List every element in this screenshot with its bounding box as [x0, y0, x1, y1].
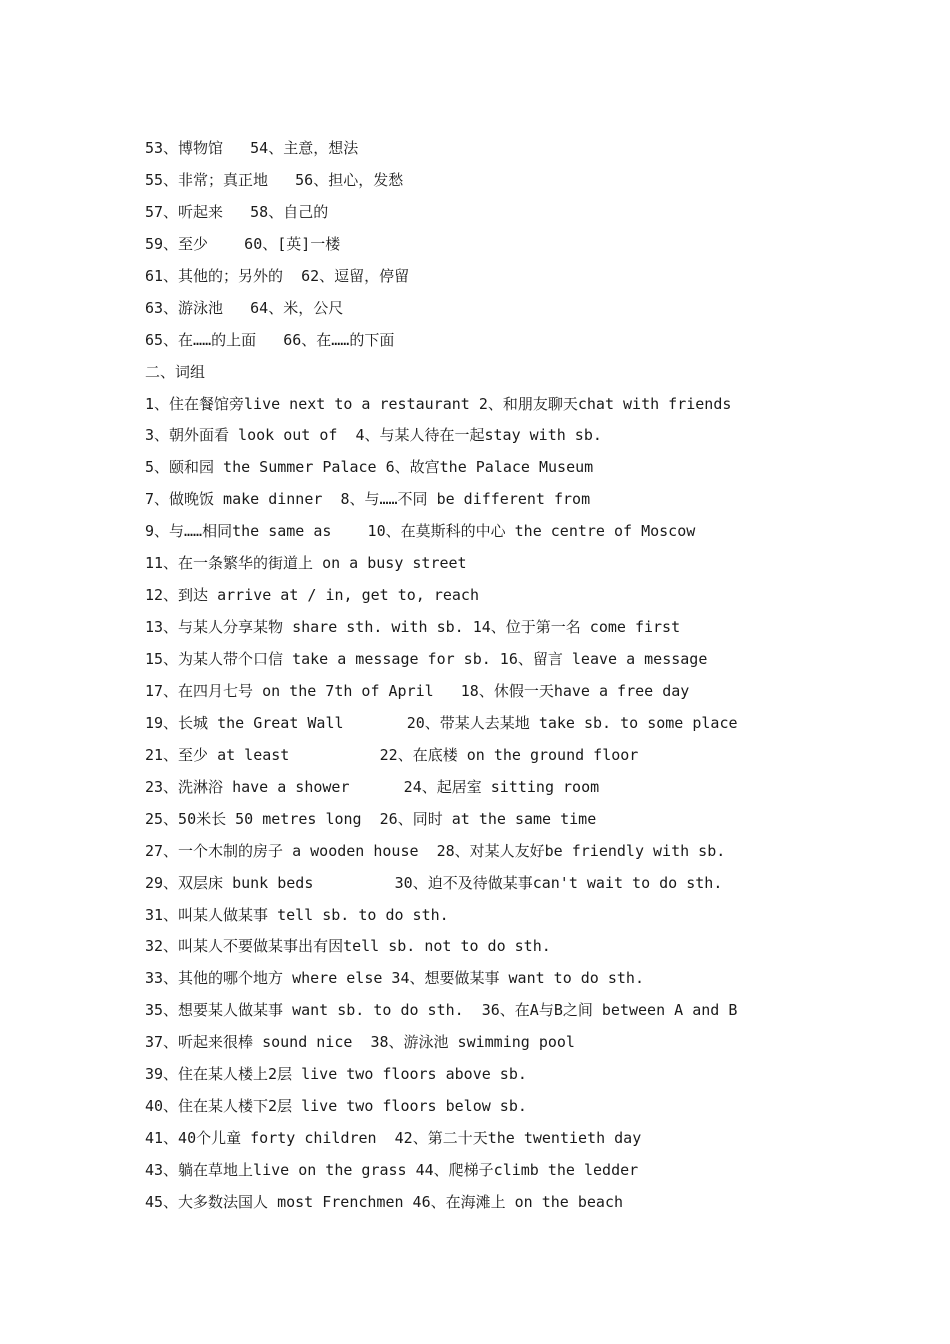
text-line: 23、洗淋浴 have a shower 24、起居室 sitting room — [145, 777, 600, 796]
text-line: 5、颐和园 the Summer Palace 6、故宫the Palace Museum — [145, 458, 594, 477]
text-line: 39、住在某人楼上2层 live two floors above sb. — [145, 1065, 527, 1084]
text-line: 7、做晚饭 make dinner 8、与……不同 be different from — [145, 490, 591, 509]
text-line: 27、一个木制的房子 a wooden house 28、对某人友好be friendly with sb. — [145, 841, 726, 860]
text-line: 63、游泳池 64、米，公尺 — [145, 298, 344, 317]
text-line: 17、在四月七号 on the 7th of April 18、休假一天have a free day — [145, 681, 690, 700]
text-line: 11、在一条繁华的街道上 on a busy street — [145, 554, 467, 573]
text-line: 65、在……的上面 66、在……的下面 — [145, 330, 395, 349]
text-line: 12、到达 arrive at / in, get to, reach — [145, 586, 479, 605]
text-line: 33、其他的哪个地方 where else 34、想要做某事 want to do sth. — [145, 969, 644, 988]
text-line: 43、躺在草地上live on the grass 44、爬梯子climb the ledder — [145, 1161, 639, 1179]
text-line: 40、住在某人楼下2层 live two floors below sb. — [145, 1097, 527, 1116]
document-page — [145, 136, 845, 1222]
text-line: 32、叫某人不要做某事出有因tell sb. not to do sth. — [145, 937, 551, 956]
text-line: 61、其他的；另外的 62、逗留，停留 — [145, 266, 410, 285]
text-line: 29、双层床 bunk beds 30、迫不及待做某事can't wait to do sth. — [145, 873, 723, 892]
text-line: 3、朝外面看 look out of 4、与某人待在一起stay with sb. — [145, 426, 602, 445]
text-line: 35、想要某人做某事 want sb. to do sth. 36、在A与B之间 between A and B — [145, 1001, 738, 1020]
text-line: 15、为某人带个口信 take a message for sb. 16、留言 leave a message — [145, 650, 708, 668]
text-line: 31、叫某人做某事 tell sb. to do sth. — [145, 905, 449, 924]
section-heading: 二、词组 — [145, 362, 206, 381]
text-line: 9、与……相同the same as 10、在莫斯科的中心 the centre of Moscow — [145, 522, 696, 541]
text-line: 57、听起来 58、自己的 — [145, 202, 329, 221]
text-line: 19、长城 the Great Wall 20、带某人去某地 take sb. to some place — [145, 713, 738, 732]
text-line: 37、听起来很棒 sound nice 38、游泳池 swimming pool — [145, 1033, 575, 1052]
text-line: 41、40个儿童 forty children 42、第二十天the twentieth day — [145, 1129, 642, 1148]
text-line: 53、博物馆 54、主意，想法 — [145, 139, 359, 157]
text-line: 55、非常；真正地 56、担心，发愁 — [145, 170, 404, 189]
text-line: 21、至少 at least 22、在底楼 on the ground floor — [145, 745, 639, 764]
text-line: 59、至少 60、[英]一楼 — [145, 234, 341, 253]
text-line: 45、大多数法国人 most Frenchmen 46、在海滩上 on the beach — [145, 1192, 624, 1211]
text-line: 13、与某人分享某物 share sth. with sb. 14、位于第一名 come first — [145, 618, 681, 637]
text-line: 1、住在餐馆旁live next to a restaurant 2、和朋友聊天chat with friends — [145, 394, 732, 413]
text-line: 25、50米长 50 metres long 26、同时 at the same time — [145, 809, 597, 828]
